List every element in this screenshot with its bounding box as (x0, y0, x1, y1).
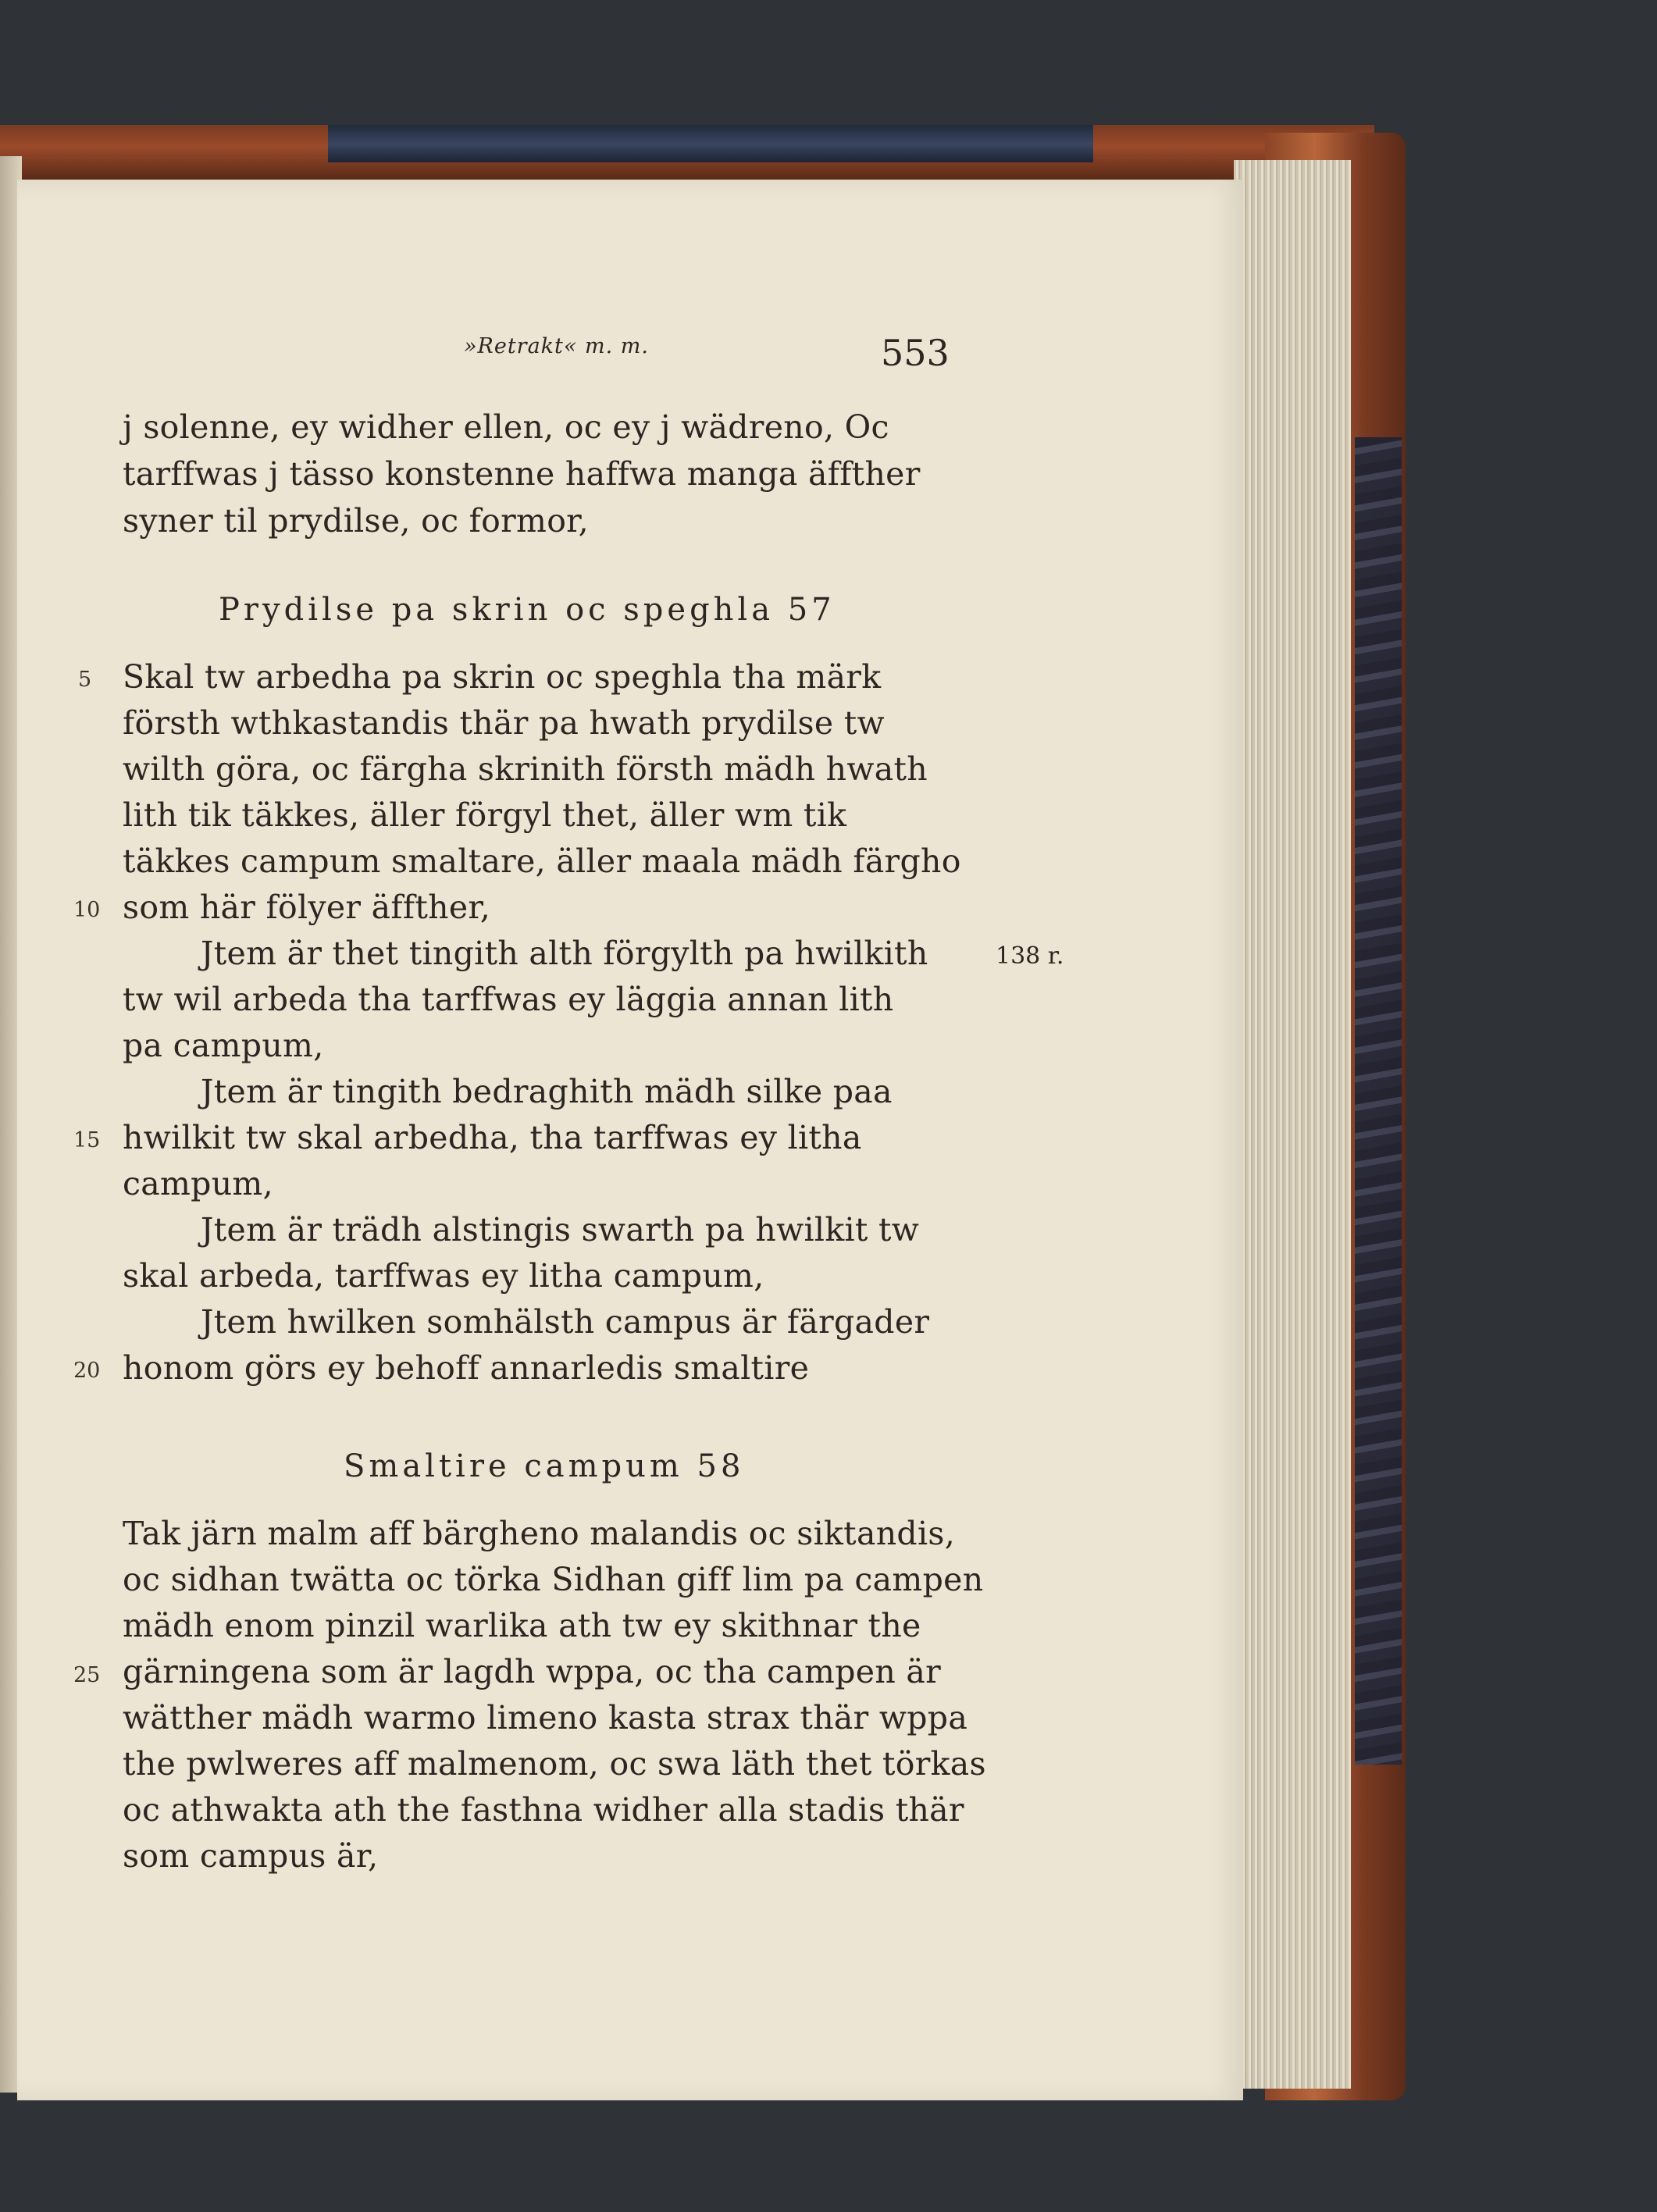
text-line: tarffwas j tässo konstenne haffwa manga äffther (123, 455, 921, 493)
margin-folio-note: 138 r. (996, 942, 1064, 970)
text-line: Jtem är trädh alstingis swarth pa hwilkit tw (201, 1211, 920, 1248)
text-line: Jtem är tingith bedraghith mädh silke paa (201, 1073, 893, 1110)
section-heading: Prydilse pa skrin oc speghla 57 (219, 592, 836, 628)
text-line: Skal tw arbedha pa skrin oc speghla tha märk (123, 658, 882, 696)
page-edges (1234, 160, 1351, 2089)
line-number: 15 (73, 1128, 101, 1152)
line-number: 25 (73, 1663, 101, 1687)
text-line: tw wil arbeda tha tarffwas ey läggia annan lith (123, 981, 894, 1018)
line-number: 10 (73, 898, 101, 922)
text-line: oc athwakta ath the fasthna widher alla stadis thär (123, 1791, 964, 1829)
text-line: täkkes campum smaltare, äller maala mädh färgho (123, 842, 961, 880)
text-line: oc sidhan twätta oc törka Sidhan giff lim pa campen (123, 1561, 984, 1598)
text-line: skal arbeda, tarffwas ey litha campum, (123, 1257, 764, 1295)
text-line: mädh enom pinzil warlika ath tw ey skithnar the (123, 1607, 921, 1644)
section-heading: Smaltire campum 58 (344, 1448, 745, 1484)
text-line: honom görs ey behoff annarledis smaltire (123, 1349, 810, 1387)
text-line: hwilkit tw skal arbedha, tha tarffwas ey litha (123, 1119, 862, 1156)
running-head: »Retrakt« m. m. (464, 334, 649, 358)
text-line: Tak järn malm aff bärgheno malandis oc siktandis, (123, 1515, 956, 1552)
text-line: Jtem är thet tingith alth förgylth pa hwilkith (201, 935, 928, 972)
text-line: lith tik täkkes, äller förgyl thet, äller wm tik (123, 796, 847, 834)
text-line: campum, (123, 1165, 273, 1202)
line-number: 20 (73, 1359, 101, 1383)
text-line: som campus är, (123, 1837, 379, 1875)
text-line: the pwlweres aff malmenom, oc swa läth thet törkas (123, 1745, 986, 1783)
line-number: 5 (78, 668, 92, 692)
text-line: j solenne, ey widher ellen, oc ey j wädreno, Oc (123, 408, 889, 446)
text-line: som här fölyer äffther, (123, 889, 491, 926)
spine-band (328, 125, 1093, 162)
text-line: wilth göra, oc färgha skrinith försth mädh hwath (123, 750, 928, 788)
text-line: gärningena som är lagdh wppa, oc tha campen är (123, 1653, 942, 1690)
text-line: syner til prydilse, oc formor, (123, 502, 589, 540)
text-line: pa campum, (123, 1027, 324, 1064)
text-line: Jtem hwilken somhälsth campus är färgader (201, 1303, 930, 1341)
text-line: försth wthkastandis thär pa hwath prydilse tw (123, 704, 885, 742)
text-line: wätther mädh warmo limeno kasta strax thär wppa (123, 1699, 968, 1736)
page-number: 553 (881, 332, 950, 374)
marbled-cover-strip (1355, 437, 1402, 1765)
